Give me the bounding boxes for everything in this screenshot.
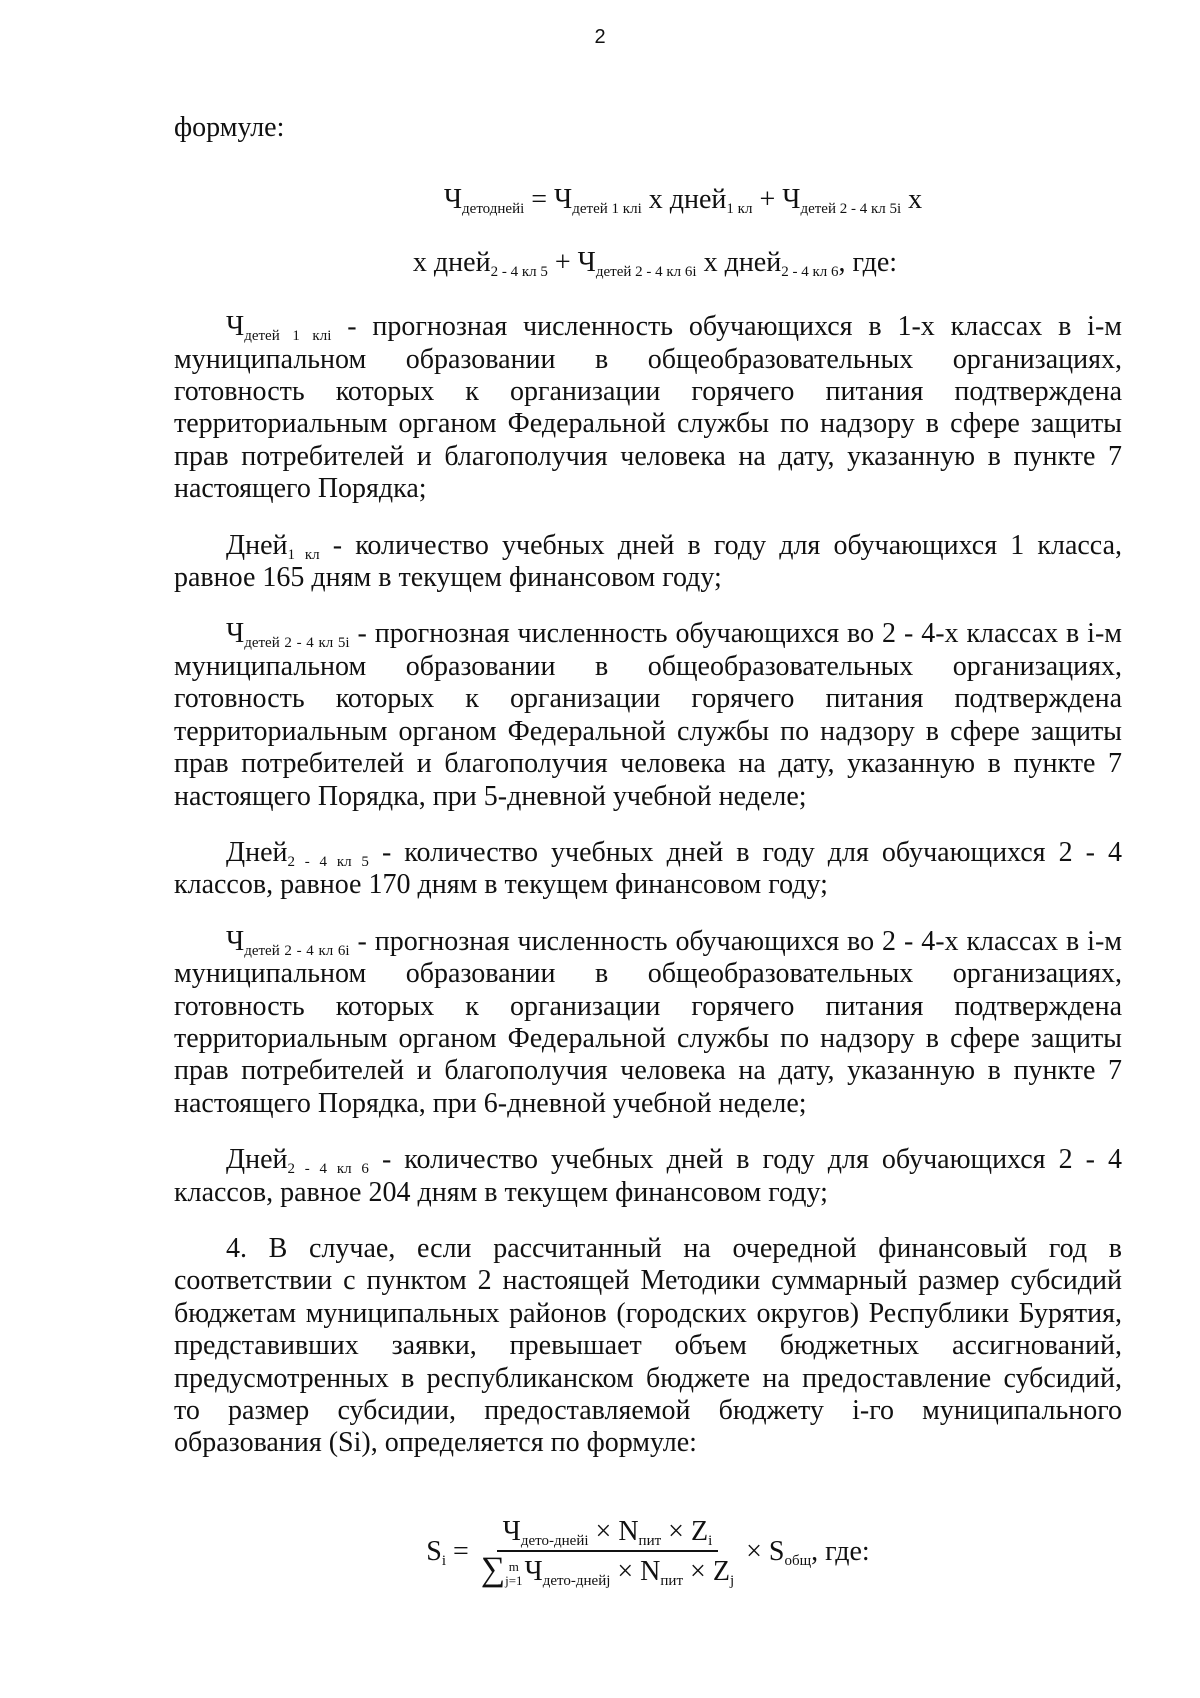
definition-days-grade2-4-5day: Дней$_{2 - 4 кл 5}$ - количество учебных дней в году для обучающихся 2 - 4 классов, равное 170 дням в текущем финансовом году;	[174, 836, 1122, 901]
formula-lhs: $S_i$ =	[426, 1536, 469, 1570]
formula-rhs: × $S_{общ}$, где:	[746, 1536, 870, 1570]
definition-days-grade2-4-6day: Дней$_{2 - 4 кл 6}$ - количество учебных дней в году для обучающихся 2 - 4 классов, равное 204 дням в текущем финансовом году;	[174, 1144, 1122, 1208]
sum-symbol: ∑	[480, 1551, 506, 1589]
page-number: 2	[594, 26, 606, 48]
formula-fraction	[475, 1516, 740, 1589]
definition-children-grade2-4-6day: $Ч_{детей 2 - 4 кл 6i}$ - прогнозная численность обучающихся во 2 - 4-х классах в i-м муниципальном образовании в общеобразовательных организациях, готовность которых к организации горячего питания подтверждена территориальным органом Федеральной службы по надзору в сфере защиты прав потребителей и благополучия человека на дату, указанную в пункте 7 настоящего Порядка, при 6-дневной учебной неделе;	[174, 925, 1122, 1119]
formula-denominator: ∑ m j=1 $Ч_{дето-днейj} \times N_{пит} \times Z_j$	[480, 1551, 735, 1590]
document-body	[174, 112, 1122, 1626]
intro-text: формуле:	[174, 112, 285, 143]
paragraph-4: 4. В случае, если рассчитанный на очередной финансовый год в соответствии с пунктом 2 настоящей Методики суммарный размер субсидий бюджетам муниципальных районов (городских округов) Республики Бурятия, представивших заявки, превышает объем бюджетных ассигнований, предусмотренных в республиканском бюджете на предоставление субсидий, то размер субсидии, предоставляемой бюджету i-го муниципального образования (Si), определяется по формуле:	[174, 1232, 1122, 1459]
definition-children-grade2-4-5day: $Ч_{детей 2 - 4 кл 5i}$ - прогнозная численность обучающихся во 2 - 4-х классах в i-м муниципальном образовании в общеобразовательных организациях, готовность которых к организации горячего питания подтверждена территориальным органом Федеральной службы по надзору в сфере защиты прав потребителей и благополучия человека на дату, указанную в пункте 7 настоящего Порядка, при 5-дневной учебной неделе;	[174, 618, 1122, 812]
definition-children-grade1: $Ч_{детей 1 клi}$ - прогнозная численность обучающихся в 1-х классах в i-м муниципальном образовании в общеобразовательных организациях, готовность которых к организации горячего питания подтверждена территориальным органом Федеральной службы по надзору в сфере защиты прав потребителей и благополучия человека на дату, указанную в пункте 7 настоящего Порядка;	[174, 311, 1122, 505]
formula-line-2: х дней$_{2 - 4 кл 5}$ + $Ч_{детей 2 - 4 кл 6i}$ х дней$_{2 - 4 кл 6}$, где:	[412, 246, 898, 280]
formula-line-1: $Ч_{детоднейi} = Ч_{детей 1 клi}$ х дней$_{1 кл}$ + $Ч_{детей 2 - 4 кл 5i}$ х	[443, 184, 923, 218]
formula-numerator: $Ч_{дето-днейi} \times N_{пит} \times Z_i$	[497, 1516, 719, 1552]
subsidy-formula	[174, 1516, 1122, 1626]
definition-days-grade1: Дней$_{1 кл}$ - количество учебных дней в году для обучающихся 1 класса, равное 165 дням в текущем финансовом году;	[174, 529, 1122, 594]
sum-limits: m j=1	[505, 1558, 523, 1588]
